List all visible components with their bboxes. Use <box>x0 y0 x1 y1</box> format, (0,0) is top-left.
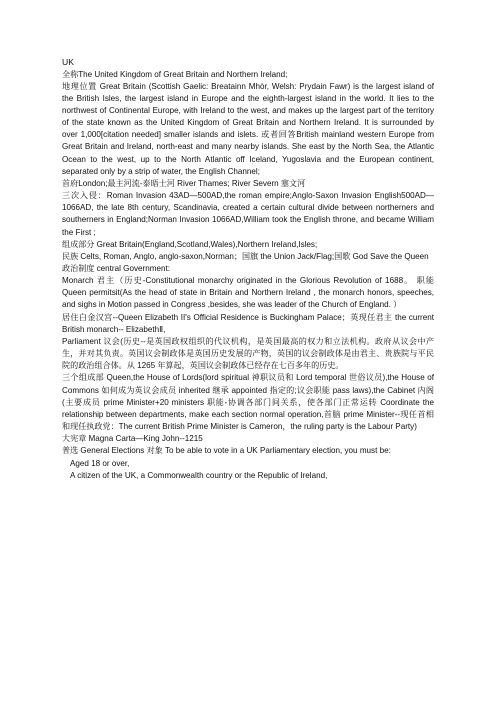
document-title: UK <box>62 57 74 67</box>
paragraph-components: 组成部分 Great Britain(England,Scotland,Wales),Northern Ireland,Isles; <box>62 239 318 249</box>
list-item: A citizen of the UK, a Commonwealth country or the Republic of Ireland, <box>70 470 328 480</box>
list-item: Aged 18 or over, <box>70 458 130 468</box>
paragraph-monarch: Monarch 君主（历史-Constitutional monarchy originated in the Glorious Revolution of 1688。 职能 Queen permitsit(As the head of state in Britain and Northern Ireland , the monarch honors, speeches, and sighs in Motion passed in Congress ,besides, she was leader of the Church of England. ） <box>62 276 434 310</box>
paragraph-full-name: 全称The United Kingdom of Great Britain and Northern Ireland; <box>62 69 288 79</box>
paragraph-magna-carta: 大宪章 Magna Carta—King John--1215 <box>62 434 203 444</box>
paragraph-invasions: 三次入侵：Roman Invasion 43AD—500AD,the roman empire;Anglo-Saxon Invasion English500AD—1066AD, the late 8th century, Scandinavia, created a certain cultural divide between northerners and southerners in England;Norman Invasion 1066AD,William took the English throne, and became William the First ; <box>62 191 434 237</box>
paragraph-political-system: 政治制度 central Government: <box>62 264 170 273</box>
paragraph-geography: 地理位置 Great Britain (Scottish Gaelic: Breatainn Mhòr, Welsh: Prydain Fawr) is the largest island of the British Isles, the largest island in Europe and the eighth-largest island in the world. It lies to the northwest of Continental Europe, with Ireland to the west, and makes up the largest part of the territory of the state known as the United Kingdom of Great Britain and Northern Ireland. It is surrounded by over 1,000[citation needed] smaller islands and islets. 或者回答British mainland western Europe from Great Britain and Ireland, north-east and many nearby islands. She east by the North Sea, the Atlantic Ocean to the west, up to the North Atlantic off Iceland, Yugoslavia and the European continent, separated only by a strip of water, the English Channel; <box>62 81 434 176</box>
paragraph-capital-rivers: 首府London;最主河流-泰晤士河 River Thames; River Severn 塞文河 <box>62 178 306 188</box>
paragraph-parliament: Parliament 议会(历史--是英国政权组织的代议机构，是英国最高的权力和立法机构。政府从议会中产生，并对其负责。英国议会制政体是英国历史发展的产物，英国的议会制政体是由君主、贵族院与平民院的政治组合体。从 1265 年算起，英国议会制政体已经存在七百多年的历史。 <box>62 336 434 371</box>
paragraph-residence: 居住白金汉宫--Queen Elizabeth II's Official Residence is Buckingham Palace；英现任君主 the current British monarch-- ElizabethⅡ, <box>62 312 434 334</box>
paragraph-general-elections: 普选 General Elections 对象 To be able to vote in a UK Parliamentary election, you must be: <box>62 446 391 456</box>
document-page <box>62 56 434 482</box>
paragraph-parliament-parts: 三个组成部 Queen,the House of Lords(lord spiritual 神职议员和 Lord temporal 世俗议员),the House of Commons 如何成为英议会成员 inherited 继承 appointed 指定的;议会职能 pass laws),the Cabinet 内阁(主要成员 prime Minister+20 ministers 职能-协调各部门间关系，使各部门正常运转 Coordinate the relationship between departments, make each section normal operation,首脑 prime Minister--现任首相和现任执政党：The current British Prime Minister is Cameron，the ruling party is the Labour Party) <box>62 373 434 432</box>
paragraph-peoples-flag-anthem: 民族 Celts, Roman, Anglo, anglo-saxon,Norman；国旗 the Union Jack/Flag;国歌 God Save the Queen <box>62 251 429 261</box>
